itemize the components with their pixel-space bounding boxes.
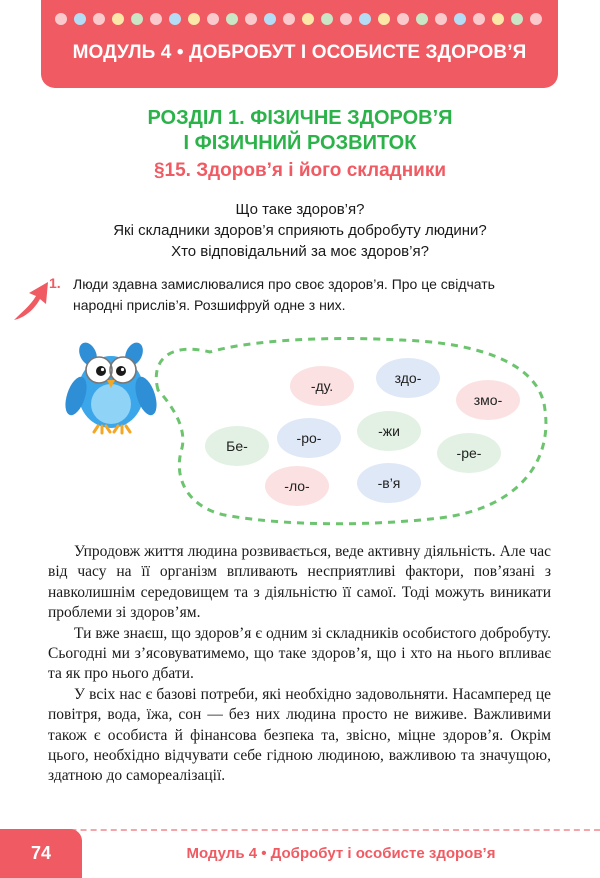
dot (359, 13, 371, 25)
dot (511, 13, 523, 25)
question: Хто відповідальний за моє здоров’я? (171, 243, 429, 260)
syllable-bubble: -жи (357, 411, 421, 451)
body-paragraph: Упродовж життя людина розвивається, веде активну діяльність. Але час від часу на її організм впливають несприятливі фактори, пов’язані з навколишнім середовищем та з діяльністю її самої. Тоді можуть виникати проблеми зі здоров’ям. (48, 543, 551, 622)
task-text-line: Люди здавна замислювалися про своє здоров’я. Про це свідчать (73, 276, 495, 292)
syllable-bubble: -ре- (437, 433, 501, 473)
dot (245, 13, 257, 25)
dot (93, 13, 105, 25)
question: Які складники здоров’я сприяють добробуту людини? (113, 222, 487, 239)
dot (188, 13, 200, 25)
dot (378, 13, 390, 25)
syllable-bubble: -ло- (265, 466, 329, 506)
module-title: МОДУЛЬ 4 • ДОБРОБУТ І ОСОБИСТЕ ЗДОРОВ’Я (72, 42, 527, 63)
dot (150, 13, 162, 25)
section-title-line: РОЗДІЛ 1. ФІЗИЧНЕ ЗДОРОВ’Я (147, 107, 453, 129)
dot (207, 13, 219, 25)
owl-mascot-icon (62, 336, 162, 436)
dot (454, 13, 466, 25)
task-text (73, 274, 573, 316)
dot (302, 13, 314, 25)
dot (283, 13, 295, 25)
syllable-bubble: здо- (376, 358, 440, 398)
dot (74, 13, 86, 25)
dot (473, 13, 485, 25)
dot (321, 13, 333, 25)
syllable-bubble: -ро- (277, 418, 341, 458)
section-title-line: І ФІЗИЧНИЙ РОЗВИТОК (183, 132, 417, 154)
question: Що таке здоров’я? (235, 201, 365, 218)
dot (416, 13, 428, 25)
page-number: 74 (0, 829, 82, 878)
dot (397, 13, 409, 25)
dot (169, 13, 181, 25)
body-paragraph: У всіх нас є базові потреби, які необхідно задовольняти. Насамперед це повітря, вода, їжа, сон — без них людина просто не виживе. Важливими також є особиста й фінансова безпека та, звісно, міцне здоров’я. Окрім цього, необхідно відчувати себе гідною людиною, важливою та значущою, здатною до самореалізації. (48, 685, 551, 785)
dot (226, 13, 238, 25)
dot (112, 13, 124, 25)
footer-divider (0, 829, 600, 831)
dot (530, 13, 542, 25)
task-arrow-icon (10, 278, 52, 324)
section-title (0, 106, 600, 156)
decorative-dots (55, 13, 545, 27)
syllable-bubble: -в’я (357, 463, 421, 503)
body-text (48, 542, 551, 787)
lead-questions (0, 199, 600, 262)
dot (55, 13, 67, 25)
syllable-bubble: Бе- (205, 426, 269, 466)
task-text-line: народні прислів’я. Розшифруй одне з них. (73, 297, 346, 313)
dot (131, 13, 143, 25)
footer-title: Модуль 4 • Добробут і особисте здоров’я (186, 845, 496, 862)
dot (435, 13, 447, 25)
dot (264, 13, 276, 25)
syllable-bubble: змо- (456, 380, 520, 420)
dot (340, 13, 352, 25)
dot (492, 13, 504, 25)
body-paragraph: Ти вже знаєш, що здоров’я є одним зі складників особистого добробуту. Сьогодні ми з’ясовуватимемо, що таке здоров’я, що і хто на нього впливає та як про нього дбати. (48, 624, 551, 683)
task-number: 1. (49, 275, 61, 291)
paragraph-title: §15. Здоров’я і його складники (153, 160, 447, 181)
syllable-bubble: -ду. (290, 366, 354, 406)
module-banner (41, 0, 558, 88)
